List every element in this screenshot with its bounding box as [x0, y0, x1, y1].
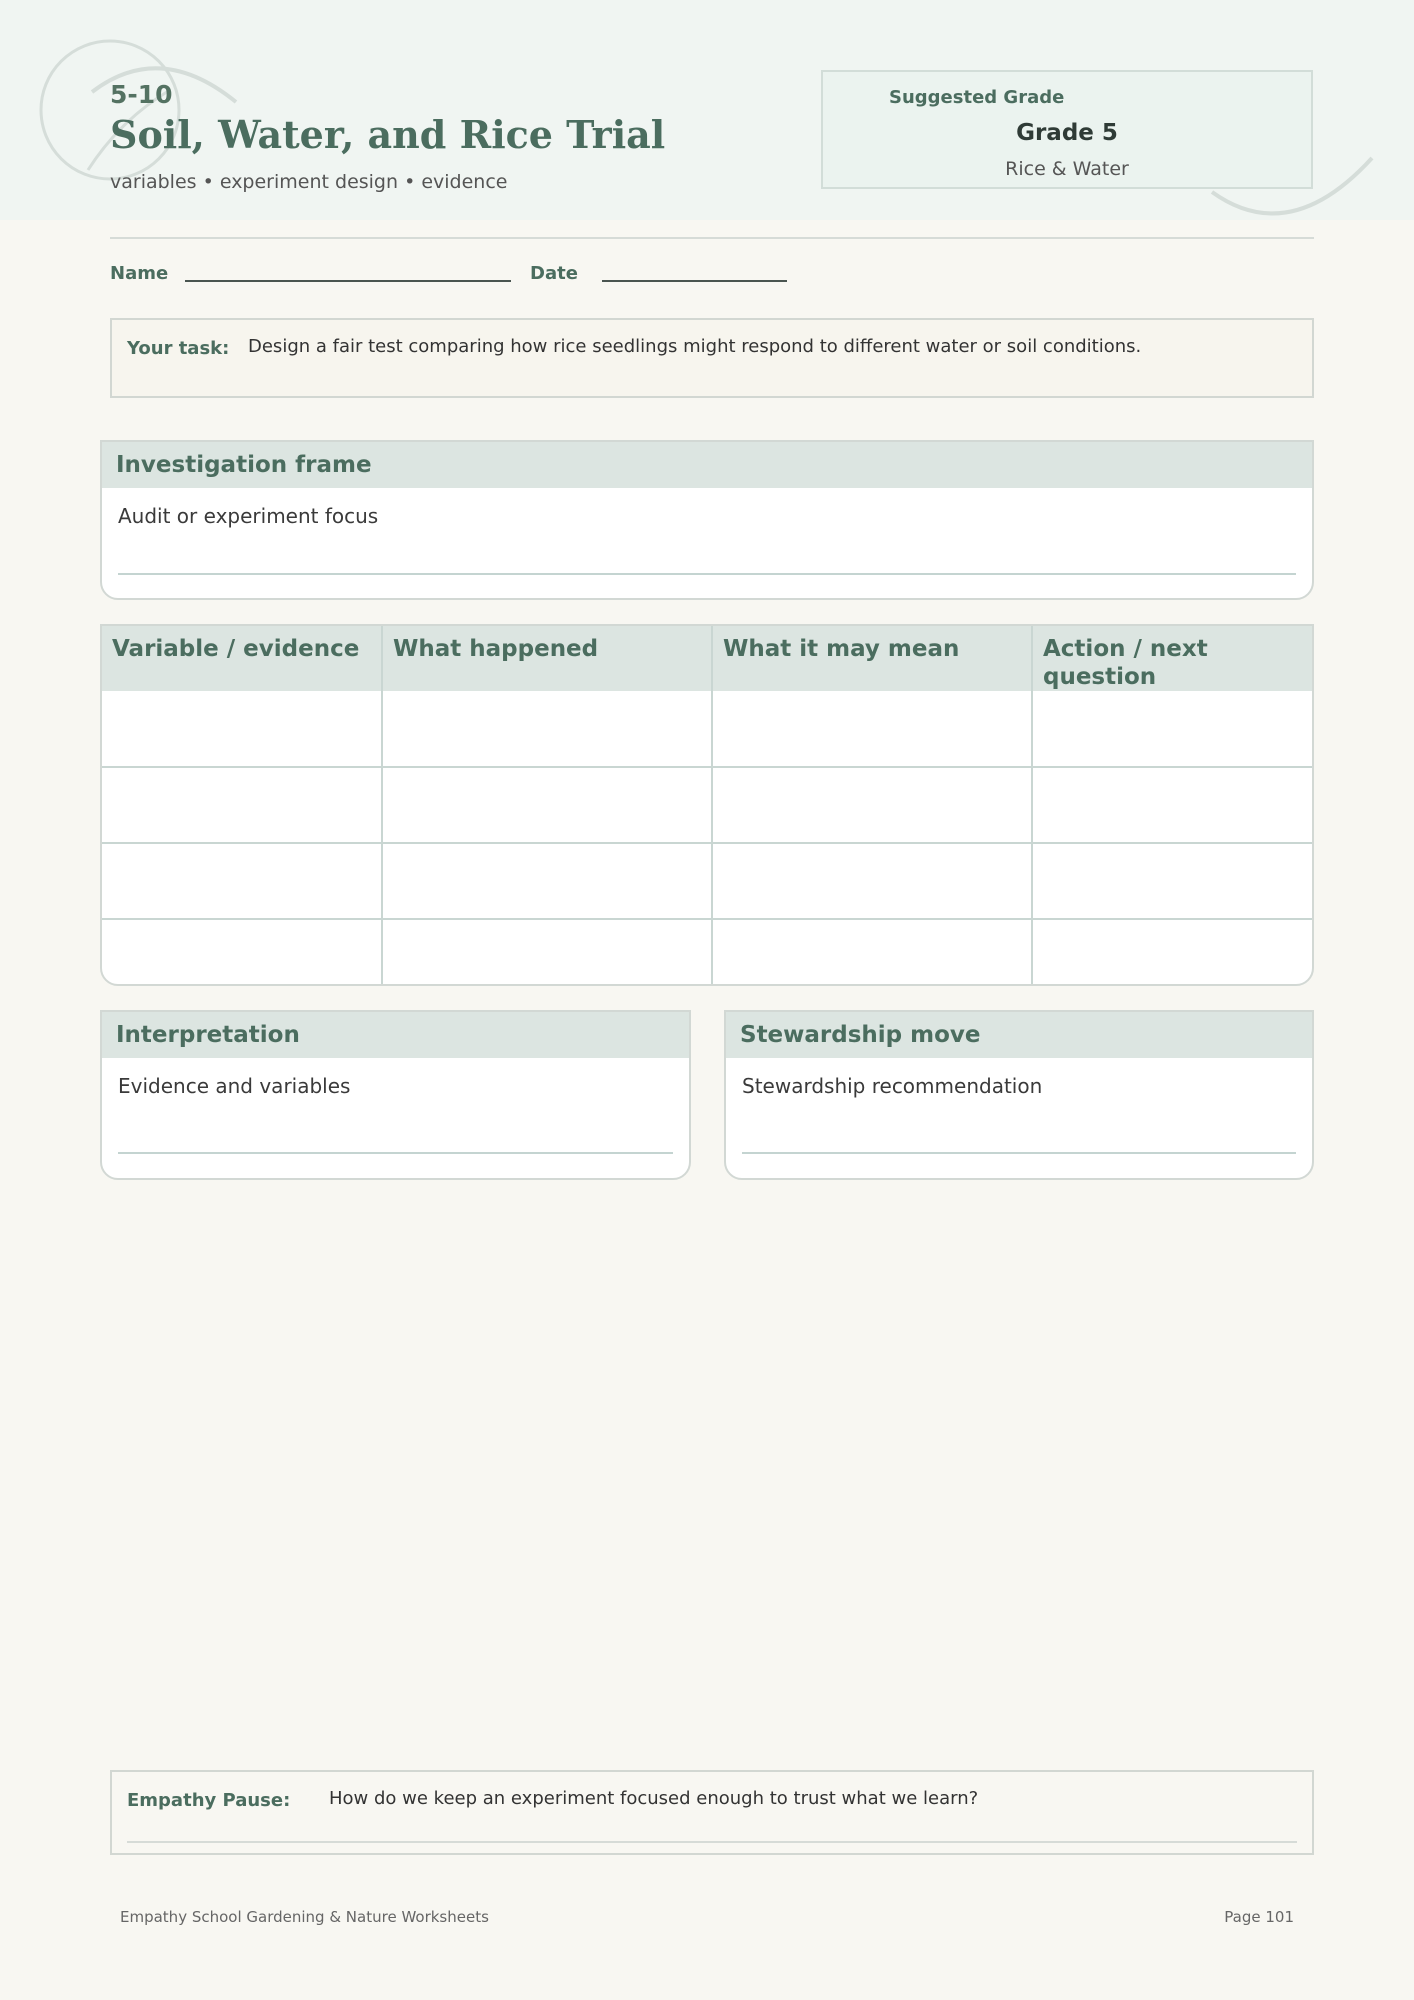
table-cell[interactable]: [102, 843, 382, 919]
column-header: What it may mean: [712, 626, 1032, 691]
investigation-focus-label: Audit or experiment focus: [118, 504, 379, 528]
empathy-answer-line[interactable]: [127, 1841, 1297, 1843]
table-cell[interactable]: [382, 767, 712, 843]
page-number: Page 101: [1224, 1908, 1294, 1926]
interpretation-prompt: Evidence and variables: [118, 1074, 351, 1098]
suggested-grade-box: [821, 70, 1313, 189]
table-cell[interactable]: [712, 767, 1032, 843]
table-row: [102, 767, 1314, 843]
stewardship-answer-line[interactable]: [742, 1152, 1296, 1154]
empathy-question: How do we keep an experiment focused enough to trust what we learn?: [329, 1788, 979, 1809]
stewardship-header: [726, 1012, 1312, 1058]
table-cell[interactable]: [712, 691, 1032, 767]
task-text: Design a fair test comparing how rice seedlings might respond to different water or soil conditions.: [248, 336, 1142, 357]
table-cell[interactable]: [102, 919, 382, 986]
table-cell[interactable]: [712, 843, 1032, 919]
interpretation-header: [102, 1012, 689, 1058]
page-subtitle: variables • experiment design • evidence: [110, 171, 508, 193]
header-divider: [110, 237, 1314, 239]
table-row: [102, 691, 1314, 767]
task-box: [110, 318, 1314, 398]
interpretation-answer-line[interactable]: [118, 1152, 673, 1154]
investigation-frame-header: [102, 442, 1312, 488]
table-row: [102, 843, 1314, 919]
page-title: Soil, Water, and Rice Trial: [110, 112, 666, 157]
investigation-frame-title: Investigation frame: [116, 452, 372, 478]
stewardship-panel: [724, 1010, 1314, 1180]
table-cell[interactable]: [382, 691, 712, 767]
date-label: Date: [530, 263, 578, 284]
grade-label: Suggested Grade: [889, 87, 1065, 108]
table-cell[interactable]: [102, 767, 382, 843]
evidence-table: [100, 624, 1314, 986]
investigation-focus-line[interactable]: [118, 573, 1296, 575]
task-label: Your task:: [127, 338, 230, 359]
table-cell[interactable]: [382, 919, 712, 986]
name-field[interactable]: [185, 280, 511, 282]
table-row: [102, 919, 1314, 986]
table-cell[interactable]: [1032, 767, 1314, 843]
column-header: Action / next question: [1032, 626, 1314, 691]
date-field[interactable]: [602, 280, 787, 282]
empathy-pause-box: [110, 1770, 1314, 1855]
interpretation-title: Interpretation: [116, 1022, 300, 1048]
name-label: Name: [110, 263, 169, 284]
table-cell[interactable]: [382, 843, 712, 919]
column-header: What happened: [382, 626, 712, 691]
grade-topic: Rice & Water: [1005, 158, 1129, 180]
stewardship-prompt: Stewardship recommendation: [742, 1074, 1043, 1098]
table-cell[interactable]: [102, 691, 382, 767]
table-cell[interactable]: [1032, 919, 1314, 986]
stewardship-title: Stewardship move: [740, 1022, 981, 1048]
footer-series: Empathy School Gardening & Nature Worksheets: [120, 1908, 489, 1926]
interpretation-panel: [100, 1010, 691, 1180]
table-cell[interactable]: [712, 919, 1032, 986]
column-header: Variable / evidence: [102, 626, 382, 691]
worksheet-code: 5-10: [110, 80, 173, 109]
empathy-label: Empathy Pause:: [127, 1790, 291, 1811]
table-cell[interactable]: [1032, 843, 1314, 919]
investigation-frame-panel: [100, 440, 1314, 600]
table-header-row: [102, 626, 1314, 691]
grade-value: Grade 5: [1016, 120, 1118, 146]
table-cell[interactable]: [1032, 691, 1314, 767]
